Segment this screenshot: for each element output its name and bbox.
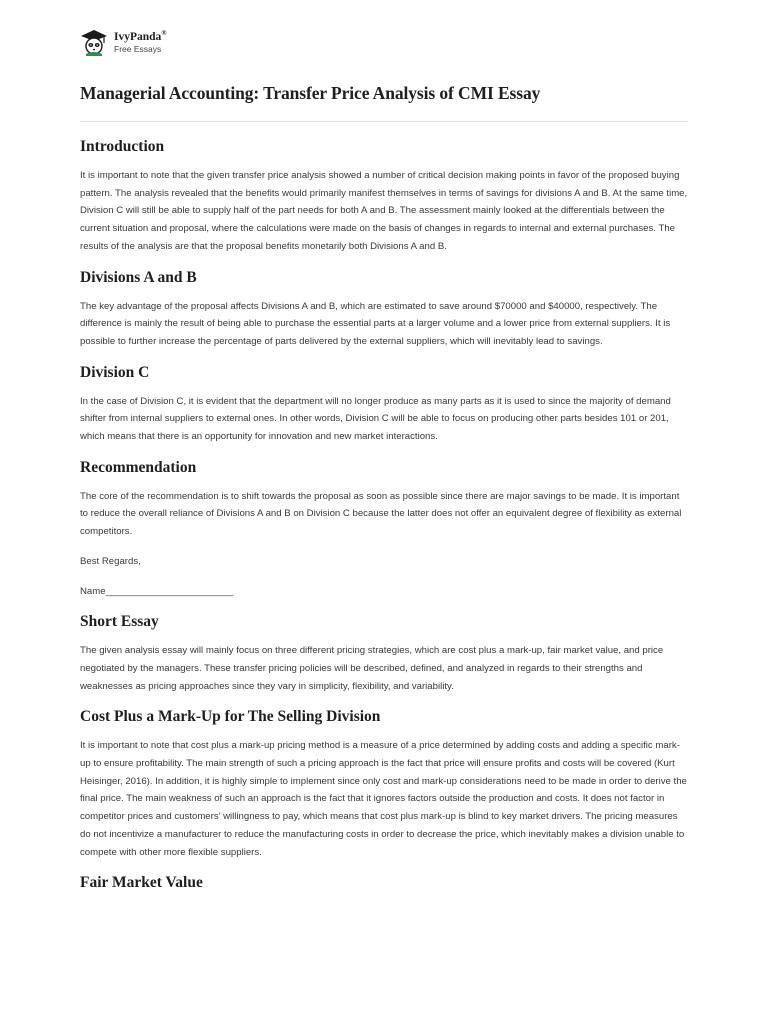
- brand-name: IvyPanda®: [114, 29, 167, 43]
- paragraph: The given analysis essay will mainly focus on three different pricing strategies, which are cost plus a mark-up, fair market value, and price negotiated by the managers. These transfer pricing policies will be described, defined, and analyzed in regards to their strengths and weaknesses as pricing approaches since they vary in simplicity, flexibility, and variability.: [80, 645, 664, 692]
- sign-off: Best Regards,: [80, 555, 141, 567]
- section-heading: Cost Plus a Mark-Up for The Selling Division: [80, 708, 381, 726]
- section-heading: Divisions A and B: [80, 268, 197, 286]
- essay-body: [80, 137, 688, 903]
- paragraph: In the case of Division C, it is evident that the department will no longer produce as many parts as it is used to since the majority of demand shifter from internal suppliers to external ones. In other words, Division C will be able to focus on producing other parts besides 101 or 201, which means that there is an opportunity for innovation and new market interactions.: [80, 395, 671, 443]
- section-heading: Fair Market Value: [80, 874, 203, 892]
- site-header: [80, 28, 167, 56]
- signature-line: Name________________________: [80, 585, 234, 597]
- brand-subtitle: Free Essays: [114, 43, 162, 54]
- section-heading: Division C: [80, 363, 150, 381]
- graduation-panda-icon[interactable]: [80, 28, 108, 56]
- section-division-c: [80, 363, 688, 446]
- page-title: Managerial Accounting: Transfer Price Analysis of CMI Essay: [80, 83, 541, 103]
- paragraph: The key advantage of the proposal affects Divisions A and B, which are estimated to save around $70000 and $40000, respectively. The difference is mainly the result of being able to purchase the essential parts at a larger volume and a lower price from external suppliers. It is possible to further increase the percentage of parts delivered by the external suppliers, which will inevitably lead to savings.: [80, 300, 671, 347]
- paragraph: It is important to note that cost plus a mark-up pricing method is a measure of a price determined by adding costs and adding a specific mark-up to ensure profitability. The main strength of such a pricing approach is the fact that price will ensure profits and costs will be covered (Kurt Heisinger, 2016). In addition, it is highly simple to implement since only cost and mark-up considerations need to be made in order to derive the final price. The main weakness of such an approach is the fact that it ignores factors outside the production and costs. It does not factor in competitor prices and customers’ willingness to pay, which means that cost plus mark-up is blind to key market drivers. The pricing measures do not incentivize a manufacturer to reduce the manufacturing costs in order to decrease the price, which inevitably makes a division unable to compete with other more flexible suppliers.: [80, 740, 687, 858]
- section-heading: Introduction: [80, 138, 165, 155]
- paragraph: The core of the recommendation is to shift towards the proposal as soon as possible since there are major savings to be made. It is important to reduce the overall reliance of Divisions A and B on Division C because the latter does not offer an equivalent degree of flexibility as external competitors.: [80, 490, 682, 538]
- title-divider: [80, 121, 688, 122]
- section-introduction: [80, 137, 688, 256]
- section-heading: Recommendation: [80, 458, 197, 476]
- paragraph: It is important to note that the given transfer price analysis showed a number of critical decision making points in favor of the proposed buying pattern. The analysis revealed that the benefits would primarily manifest themselves in terms of savings for divisions A and B. At the same time, Division C will still be able to supply half of the part needs for both A and B. The assessment mainly looked at the differentials between the current situation and proposal, where the calculations were made on the basis of changes in regards to internal and external purchases. The results of the analysis are that the proposal benefits monetarily both Divisions A and B.: [80, 170, 688, 252]
- section-cost-plus: [80, 707, 688, 861]
- section-fair-market-value: [80, 873, 688, 893]
- section-short-essay: [80, 612, 688, 695]
- section-divisions-a-b: [80, 268, 688, 351]
- brand[interactable]: [114, 30, 167, 54]
- section-heading: Short Essay: [80, 613, 159, 631]
- section-recommendation: [80, 458, 688, 601]
